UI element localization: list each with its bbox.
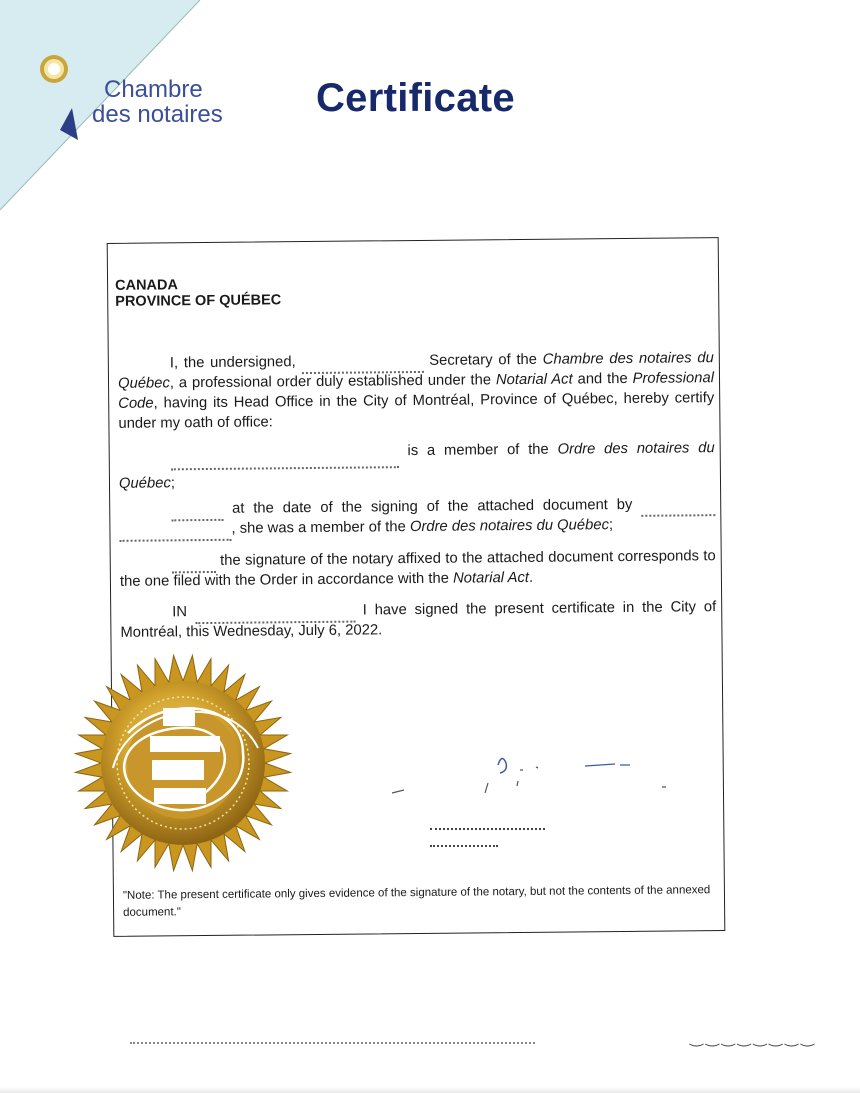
gold-seal-icon bbox=[68, 648, 298, 878]
signature-mark bbox=[380, 745, 690, 815]
brand-logo bbox=[92, 77, 223, 127]
paragraph-undersigned: I, the undersigned, Secretary of the Chambre des notaires du Québec, a professional order duly established under the Notarial Act and the Professional Code, having its Head Office in the City of Montréal, Province of Québec, hereby certify under my oath of office: bbox=[117, 350, 715, 432]
page-edge bbox=[0, 1087, 860, 1093]
signatory-title-redacted bbox=[430, 845, 498, 850]
brand-line-2: des notaires bbox=[92, 101, 223, 128]
signatory-name-redacted bbox=[430, 828, 545, 833]
document-number-redacted: ‿‿‿‿‿‿‿‿ bbox=[690, 1030, 817, 1047]
brand-line-1: Chambre bbox=[104, 76, 203, 103]
paragraph-member: is a member of the Ordre des notaires du Québec; bbox=[118, 440, 715, 492]
country-heading: CANADA bbox=[115, 277, 179, 294]
paragraph-signing-date: at the date of the signing of the attached document by , she was a member of the Ordre des notaires du Québec; bbox=[119, 494, 715, 540]
certificate-note: "Note: The present certificate only gives evidence of the signature of the notary, but not the contents of the annexed document." bbox=[122, 884, 711, 919]
grommet-icon bbox=[40, 55, 68, 83]
scan-artifact-line bbox=[130, 1042, 535, 1044]
province-heading: PROVINCE OF QUÉBEC bbox=[115, 292, 282, 310]
paragraph-signature: the signature of the notary affixed to the attached document corresponds to the one filed with the Order in accordance with the Notarial Act. bbox=[119, 548, 716, 590]
document-title: Certificate bbox=[316, 76, 515, 120]
paragraph-witness: IN I have signed the present certificate in the City of Montréal, this Wednesday, July 6, 2022. bbox=[120, 599, 717, 641]
